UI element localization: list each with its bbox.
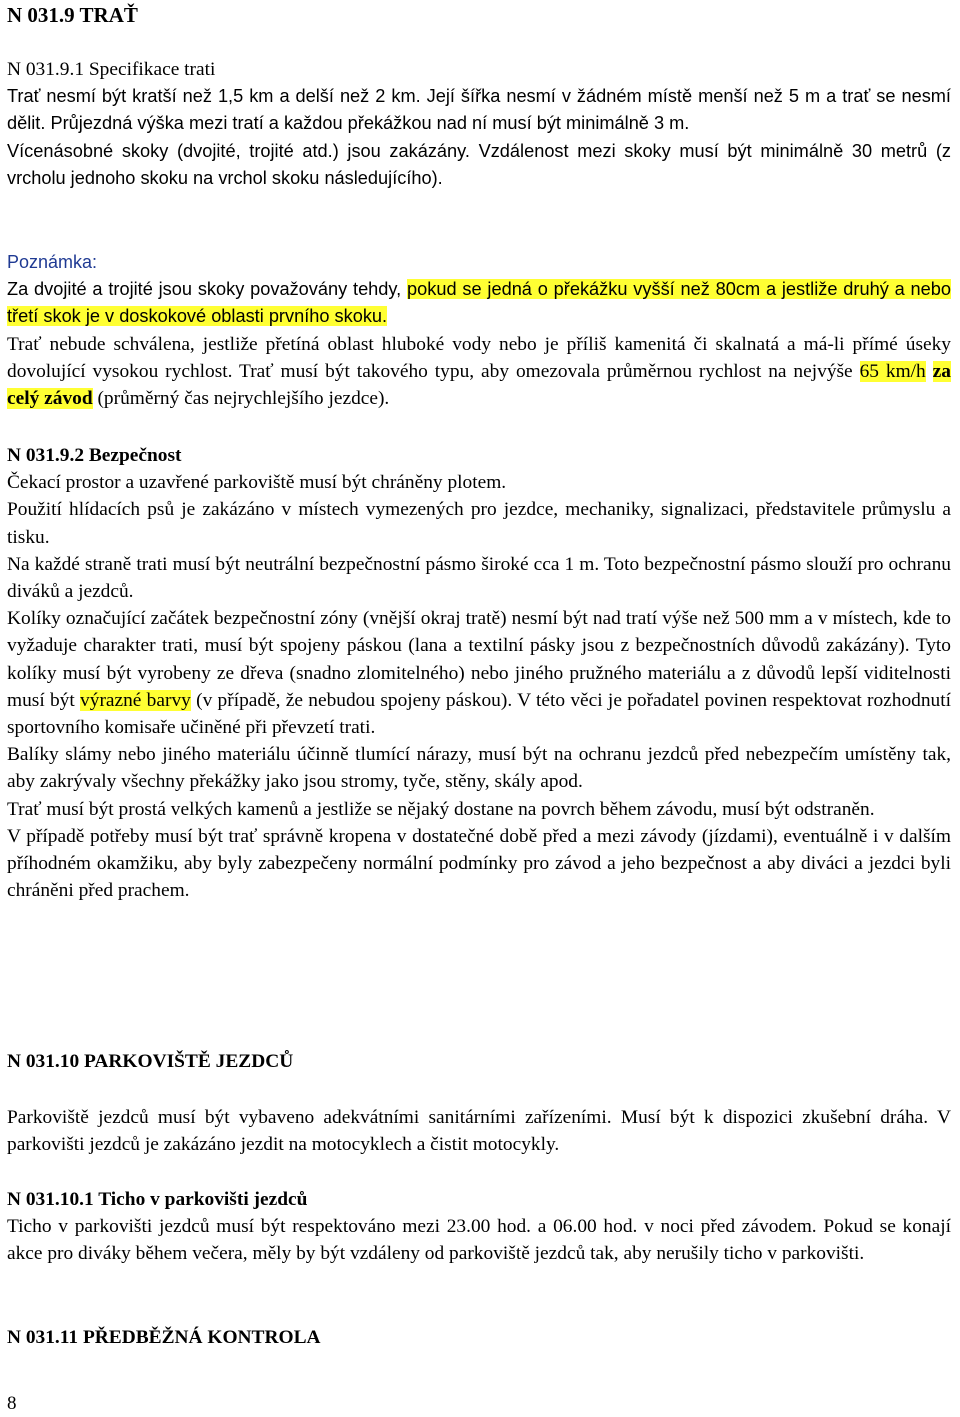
section-9-1-paragraph-1: Trať nesmí být kratší než 1,5 km a delší než 2 km. Její šířka nesmí v žádném místě menší než 5 m a trať se nesmí dělit. Průjezdná výška mezi tratí a každou překážkou nad ní musí být minimálně 3 m. [7, 86, 951, 134]
page-number: 8 [7, 1393, 17, 1414]
section-10-1 [7, 1186, 951, 1268]
section-9-2-paragraph-4 [7, 605, 951, 741]
distinct-color-highlight: výrazné barvy [80, 689, 191, 711]
whole-race-highlight: za celý závod [7, 360, 951, 410]
section-9-2-paragraph-2: Použití hlídacích psů je zakázáno v místech vymezených pro jezdce, mechaniky, signalizaci, představitele průmyslu a tisku. [7, 499, 951, 548]
section-10-1-paragraph-1: Ticho v parkovišti jezdců musí být respektováno mezi 23.00 hod. a 06.00 hod. v noci před závodem. Pokud se konají akce pro diváky během večera, měly by být vzdáleny od parkoviště jezdců tak, aby nerušily ticho v parkovišti. [7, 1216, 951, 1265]
section-11-heading: N 031.11 PŘEDBĚŽNÁ KONTROLA [7, 1327, 321, 1348]
stakes-text-end: (v případě, že nebudou spojeny páskou). V této věci je pořadatel povinen respektovat rozhodnutí sportovního komisaře učiněné při převzetí trati. [7, 689, 952, 739]
note-label: Poznámka: [7, 252, 98, 272]
section-9-2-heading: N 031.9.2 Bezpečnost [7, 445, 182, 466]
section-9-2-paragraph-1: Čekací prostor a uzavřené parkoviště musí být chráněny plotem. [7, 472, 507, 494]
section-9-1 [7, 56, 951, 192]
stakes-text: Kolíky označující začátek bezpečnostní zóny (vnější okraj tratě) nesmí být nad tratí výše než 500 mm a v místech, kde to vyžaduje charakter trati, musí být spojeny páskou (lana a textilní pásky jsou z bezpečnostních důvodů zakázány). Tyto kolíky musí být vyrobeny ze dřeva (snadno zlomitelného) nebo jiného pružného materiálu a z důvodů lepší viditelnosti musí být [7, 608, 951, 711]
note-block [7, 249, 951, 412]
note-p2-end: (průměrný čas nejrychlejšího jezdce). [92, 388, 390, 410]
section-9-1-paragraph-2: Vícenásobné skoky (dvojité, trojité atd.) jsou zakázány. Vzdálenost mezi skoky musí být minimálně 30 metrů (z vrcholu jednoho skoku na vrchol skoku následujícího). [7, 140, 951, 188]
section-10-1-heading: N 031.10.1 Ticho v parkovišti jezdců [7, 1189, 308, 1210]
note-paragraph-1 [7, 276, 951, 330]
speed-limit-highlight: 65 km/h [859, 360, 926, 382]
section-9-2-paragraph-3: Na každé straně trati musí být neutrální bezpečnostní pásmo široké cca 1 m. Toto bezpečnostní pásmo slouží pro ochranu diváků a jezdců. [7, 553, 951, 603]
section-9-2 [7, 442, 951, 904]
spacer-text [926, 361, 933, 382]
section-10-heading: N 031.10 PARKOVIŠTĚ JEZDCŮ [7, 1051, 294, 1072]
section-10-body [7, 1104, 951, 1158]
section-9-2-paragraph-5: Balíky slámy nebo jiného materiálu účinně tlumící nárazy, musí být na ochranu jezdců před nebezpečím umístěny tak, aby zakrývaly všechny překážky jako jsou stromy, tyče, stěny, skály apod. [7, 744, 951, 793]
note-paragraph-2 [7, 331, 951, 413]
section-9-2-paragraph-6: Trať musí být prostá velkých kamenů a jestliže se nějaký dostane na povrch během závodu, musí být odstraněn. [7, 798, 875, 820]
note-highlight: pokud se jedná o překážku vyšší než 80cm a jestliže druhý a nebo třetí skok je v doskokové oblasti prvního skoku. [7, 279, 951, 327]
note-text: Za dvojité a trojité jsou skoky považovány tehdy, [7, 279, 408, 300]
section-10-paragraph-1: Parkoviště jezdců musí být vybaveno adekvátními sanitárními zařízeními. Musí být k dispozici zkušební dráha. V parkovišti jezdců je zakázáno jezdit na motocyklech a čistit motocykly. [7, 1107, 951, 1156]
section-9-2-paragraph-7: V případě potřeby musí být trať správně kropena v dostatečné době před a mezi závody (jízdami), eventuálně i v dalším příhodném okamžiku, aby byly zabezpečeny normální podmínky pro závod a jeho bezpečnost a aby diváci a jezdci byli chráněni před prachem. [7, 825, 951, 902]
section-9-1-heading: N 031.9.1 Specifikace trati [7, 59, 216, 80]
page-title: N 031.9 TRAŤ [7, 3, 138, 27]
note-p2-text: Trať nebude schválena, jestliže přetíná oblast hluboké vody nebo je příliš kamenitá či skalnatá a má-li přímé úseky dovolující vysokou rychlost. Trať musí být takového typu, aby omezovala průměrnou rychlost na nejvýše [7, 333, 951, 382]
section-11 [7, 1324, 951, 1351]
section-10 [7, 1048, 951, 1075]
